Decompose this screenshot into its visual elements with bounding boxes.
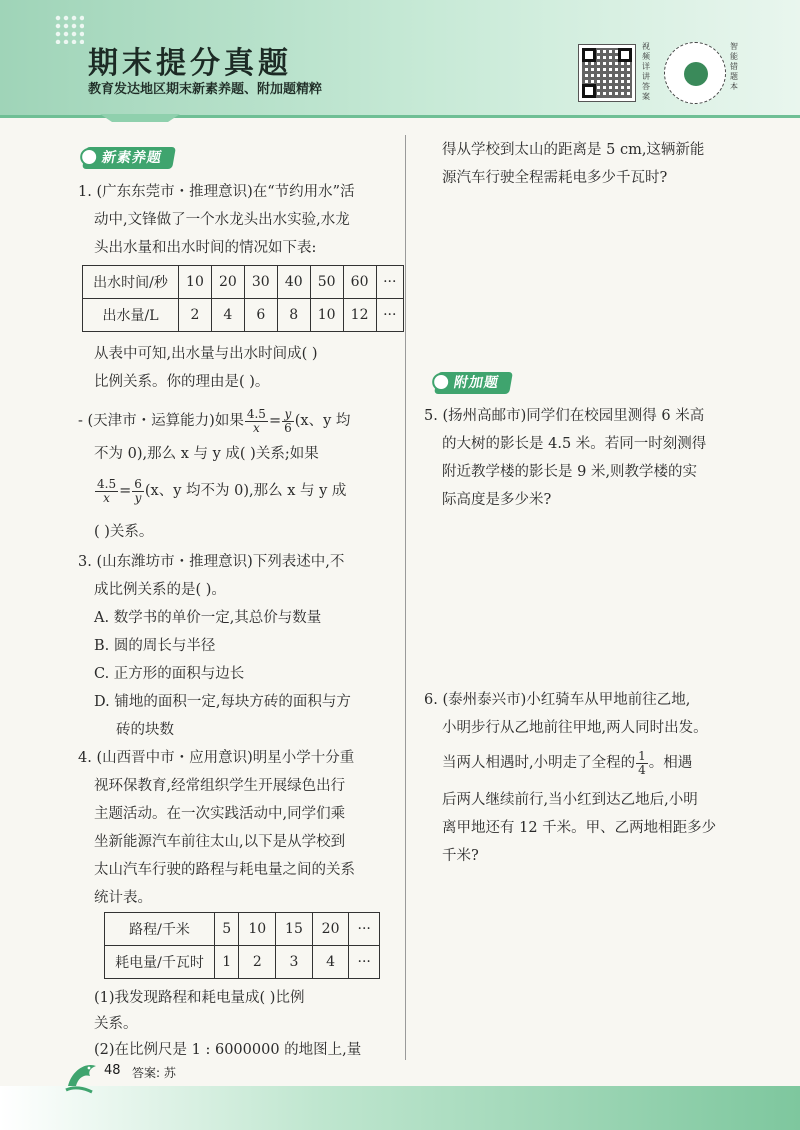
- q4-continued-line: 源汽车行驶全程需耗电多少千瓦时?: [442, 170, 668, 186]
- fraction-denominator: 6: [284, 420, 292, 435]
- table-cell: 10: [310, 299, 343, 332]
- q3-line: 成比例关系的是( )。: [94, 582, 226, 598]
- video-qr-code[interactable]: [578, 44, 636, 102]
- q6-line: 后两人继续前行,当小红到达乙地后,小明: [442, 792, 698, 808]
- q3-line: 3. (山东潍坊市・推理意识)下列表述中,不: [78, 554, 345, 570]
- q2-number: -: [78, 413, 88, 429]
- q4-line: 4. (山西晋中市・应用意识)明星小学十分重: [78, 750, 355, 766]
- fraction-denominator: x: [253, 420, 260, 435]
- table-cell: 2: [179, 299, 212, 332]
- fraction: [95, 478, 118, 505]
- medal-icon: [80, 148, 98, 166]
- q6-line: 小明步行从乙地前往甲地,两人同时出发。: [442, 720, 708, 736]
- table-cell: ···: [349, 946, 380, 979]
- section-badge-new-literacy: [82, 147, 176, 169]
- fraction: [132, 478, 144, 505]
- q1-line: 比例关系。你的理由是( )。: [94, 374, 270, 390]
- table-cell: ···: [349, 913, 380, 946]
- fraction-numerator: 4.5: [246, 406, 266, 421]
- table-header-cell: 出水量/L: [83, 299, 179, 332]
- q2-line: [78, 404, 350, 438]
- app-logo-icon: [684, 62, 708, 86]
- mileage-table: [104, 912, 380, 979]
- table-cell: ···: [376, 266, 403, 299]
- table-cell: 15: [276, 913, 313, 946]
- section-label: 附加题: [452, 375, 501, 391]
- q2-text: (天津市・运算能力)如果: [87, 413, 244, 429]
- fraction-denominator: y: [134, 490, 142, 505]
- q6-line: 离甲地还有 12 千米。甲、乙两地相距多少: [442, 820, 717, 836]
- q5-line: 5. (扬州高邮市)同学们在校园里测得 6 米高: [424, 408, 705, 424]
- q2-line: ( )关系。: [94, 524, 154, 540]
- table-header-cell: 耗电量/千瓦时: [105, 946, 215, 979]
- q5-line: 附近教学楼的影长是 9 米,则教学楼的实: [442, 464, 698, 480]
- q1-line: 动中,文锋做了一个水龙头出水实验,水龙: [94, 212, 350, 228]
- table-cell: 1: [215, 946, 239, 979]
- q3-option-d: 砖的块数: [116, 722, 174, 738]
- q1-line: 1. (广东东莞市・推理意识)在“节约用水”活: [78, 184, 355, 200]
- table-cell: 60: [343, 266, 376, 299]
- table-cell: 40: [277, 266, 310, 299]
- qr-finder: [618, 48, 632, 62]
- qr-note-error-book: 智能错题本: [730, 42, 738, 91]
- q4-line: 统计表。: [94, 890, 152, 906]
- page-number: 48: [104, 1063, 121, 1078]
- page-title: 期末提分真题: [88, 46, 292, 81]
- qr-finder: [582, 48, 596, 62]
- qr-note-video: 视频详讲答案: [642, 42, 650, 101]
- q3-option-c: C. 正方形的面积与边长: [94, 666, 245, 682]
- q4-sub1: 关系。: [94, 1016, 138, 1032]
- table-cell: 3: [276, 946, 313, 979]
- q5-line: 的大树的影长是 4.5 米。若同一时刻测得: [442, 436, 707, 452]
- dolphin-icon: [62, 1056, 102, 1096]
- header-dot-pattern: [54, 14, 84, 44]
- table-cell: 12: [343, 299, 376, 332]
- fraction-numerator: 4.5: [97, 476, 117, 491]
- table-row: [83, 299, 404, 332]
- qr-finder: [582, 84, 596, 98]
- table-cell: 5: [215, 913, 239, 946]
- q4-continued-line: 得从学校到太山的距离是 5 cm,这辆新能: [442, 142, 705, 158]
- q6-text: 。相遇: [648, 755, 693, 771]
- q4-line: 主题活动。在一次实践活动中,同学们乘: [94, 806, 346, 822]
- q5-line: 际高度是多少米?: [442, 492, 552, 508]
- section-label: 新素养题: [100, 150, 164, 166]
- table-row: [83, 266, 404, 299]
- table-cell: 8: [277, 299, 310, 332]
- table-row: [105, 946, 380, 979]
- q6-line: 6. (泰州泰兴市)小红骑车从甲地前往乙地,: [424, 692, 691, 708]
- table-cell: 6: [244, 299, 277, 332]
- fraction-numerator: 1: [638, 748, 646, 763]
- q1-line: 从表中可知,出水量与出水时间成( ): [94, 346, 318, 362]
- table-cell: 2: [239, 946, 276, 979]
- table-cell: 50: [310, 266, 343, 299]
- q4-line: 视环保教育,经常组织学生开展绿色出行: [94, 778, 346, 794]
- equals-sign: =: [268, 413, 282, 429]
- q4-sub2: (2)在比例尺是 1 : 6000000 的地图上,量: [94, 1042, 362, 1058]
- fraction-denominator: x: [103, 490, 110, 505]
- q2-line: [94, 474, 346, 508]
- table-cell: 20: [211, 266, 244, 299]
- equals-sign: =: [119, 483, 132, 499]
- table-header-cell: 路程/千米: [105, 913, 215, 946]
- q2-text: (x、y 均不为 0),那么 x 与 y 成: [144, 483, 347, 499]
- q3-option-b: B. 圆的周长与半径: [94, 638, 216, 654]
- section-badge-bonus: [434, 372, 513, 394]
- table-cell: ···: [376, 299, 403, 332]
- q6-text: 当两人相遇时,小明走了全程的: [442, 755, 636, 771]
- q3-option-a: A. 数学书的单价一定,其总价与数量: [94, 610, 322, 626]
- table-cell: 4: [312, 946, 349, 979]
- table-cell: 10: [239, 913, 276, 946]
- table-header-cell: 出水时间/秒: [83, 266, 179, 299]
- fraction: [245, 408, 268, 435]
- q2-text: (x、y 均: [294, 413, 351, 429]
- water-table: [82, 265, 404, 332]
- footer-band: [0, 1086, 800, 1130]
- table-row: [105, 913, 380, 946]
- q6-line: [442, 746, 692, 780]
- fraction-numerator: y: [282, 408, 294, 422]
- medal-icon: [432, 373, 450, 391]
- table-cell: 10: [179, 266, 212, 299]
- q4-sub1: (1)我发现路程和耗电量成( )比例: [94, 990, 305, 1006]
- column-divider: [405, 135, 406, 1060]
- table-cell: 30: [244, 266, 277, 299]
- table-cell: 4: [211, 299, 244, 332]
- fraction: [636, 750, 648, 777]
- fraction: [282, 408, 294, 435]
- page-subtitle: 教育发达地区期末新素养题、附加题精粹: [88, 82, 323, 97]
- q6-line: 千米?: [442, 848, 479, 864]
- table-cell: 20: [312, 913, 349, 946]
- q4-line: 坐新能源汽车前往太山,以下是从学校到: [94, 834, 346, 850]
- q3-option-d: D. 铺地的面积一定,每块方砖的面积与方: [94, 694, 351, 710]
- fraction-denominator: 4: [638, 762, 646, 777]
- header-tab-decoration: [100, 114, 180, 122]
- answer-label: 答案: 苏: [132, 1066, 176, 1080]
- fraction-numerator: 6: [134, 476, 142, 491]
- q4-line: 太山汽车行驶的路程与耗电量之间的关系: [94, 862, 355, 878]
- q1-line: 头出水量和出水时间的情况如下表:: [94, 240, 317, 256]
- q2-line: 不为 0),那么 x 与 y 成( )关系;如果: [94, 446, 319, 462]
- error-book-qr-code[interactable]: [664, 42, 726, 104]
